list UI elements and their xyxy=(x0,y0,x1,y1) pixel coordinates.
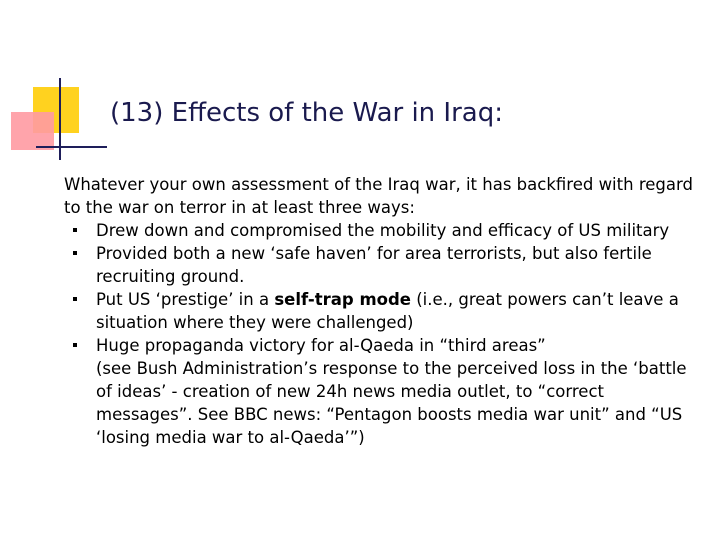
bullet-item xyxy=(96,219,704,242)
continuation-paragraph: (see Bush Administration’s response to the perceived loss in the ‘battle of ideas’ - creation of new 24h news media outlet, to “correct messages”. See BBC news: “Pentagon boosts media war unit” and “US ‘losing media war to al-Qaeda’”) xyxy=(96,359,687,447)
slide-title: (13) Effects of the War in Iraq: xyxy=(110,98,503,128)
slide-body xyxy=(64,173,704,449)
bullet-square-icon xyxy=(73,251,77,255)
logo-horizontal-line xyxy=(36,146,107,148)
slide-logo xyxy=(0,0,110,170)
bullet-text-pre: Put US ‘prestige’ in a xyxy=(96,290,275,309)
bullet-text: Provided both a new ‘safe haven’ for area terrorists, but also fertile recruiting ground. xyxy=(96,244,652,286)
bullet-square-icon xyxy=(73,228,77,232)
bullet-item xyxy=(96,334,704,357)
bullet-item xyxy=(96,242,704,288)
bullet-list xyxy=(64,219,704,357)
intro-paragraph: Whatever your own assessment of the Iraq war, it has backfired with regard to the war on terror in at least three ways: xyxy=(64,175,693,217)
bullet-item xyxy=(96,288,704,334)
logo-pink-square xyxy=(11,112,54,150)
bullet-text-post: (i.e., great powers can’t leave a situation where they were challenged) xyxy=(96,290,679,332)
bullet-text: Drew down and compromised the mobility and efficacy of US military xyxy=(96,221,670,240)
bullet-text-bold: self-trap mode xyxy=(274,290,411,309)
bullet-square-icon xyxy=(73,297,77,301)
bullet-text: Huge propaganda victory for al-Qaeda in “third areas” xyxy=(96,336,546,355)
bullet-square-icon xyxy=(73,343,77,347)
